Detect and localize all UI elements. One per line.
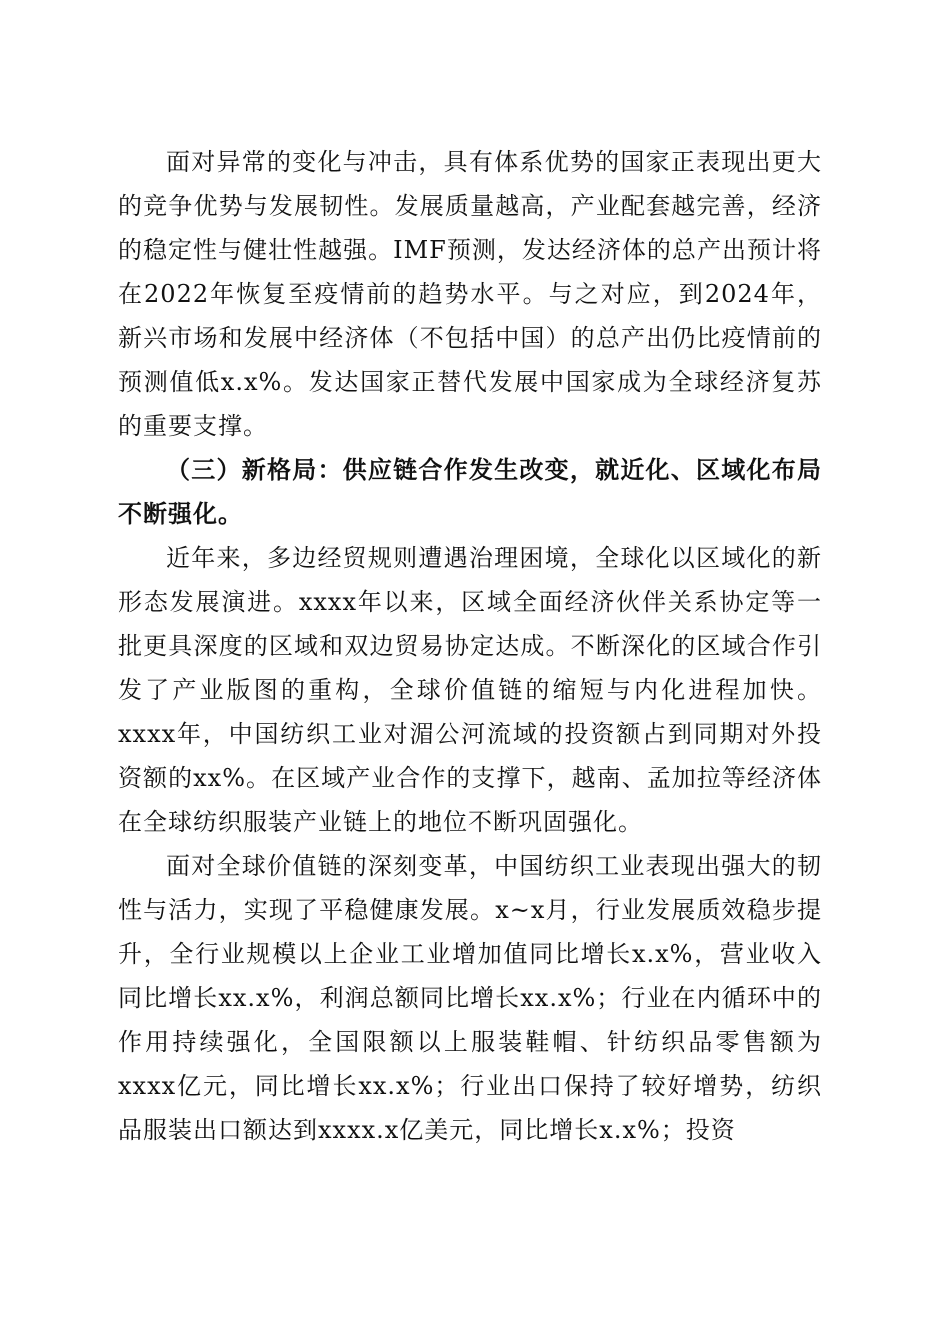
paragraph-china-textile-industry: 面对全球价值链的深刻变革，中国纺织工业表现出强大的韧性与活力，实现了平稳健康发展。x~x月，行业发展质效稳步提升，全行业规模以上企业工业增加值同比增长x.x%，营业收入同比增长xx.x%，利润总额同比增长xx.x%；行业在内循环中的作用持续强化，全国限额以上服装鞋帽、针纺织品零售额为xxxx亿元，同比增长xx.x%；行业出口保持了较好增势，纺织品服装出口额达到xxxx.x亿美元，同比增长x.x%；投资 (118, 852, 822, 1144)
paragraph-advanced-economies: 面对异常的变化与冲击，具有体系优势的国家正表现出更大的竞争优势与发展韧性。发展质量越高，产业配套越完善，经济的稳定性与健壮性越强。IMF预测，发达经济体的总产出预计将在2022年恢复至疫情前的趋势水平。与之对应，到2024年，新兴市场和发展中经济体（不包括中国）的总产出仍比疫情前的预测值低x.x%。发达国家正替代发展中国家成为全球经济复苏的重要支撑。 (118, 148, 822, 440)
section-heading-new-pattern: （三）新格局：供应链合作发生改变，就近化、区域化布局不断强化。 (118, 455, 822, 528)
document-body (118, 140, 822, 1152)
paragraph-regionalization: 近年来，多边经贸规则遭遇治理困境，全球化以区域化的新形态发展演进。xxxx年以来，区域全面经济伙伴关系协定等一批更具深度的区域和双边贸易协定达成。不断深化的区域合作引发了产业版图的重构，全球价值链的缩短与内化进程加快。xxxx年，中国纺织工业对湄公河流域的投资额占到同期对外投资额的xx%。在区域产业合作的支撑下，越南、孟加拉等经济体在全球纺织服装产业链上的地位不断巩固强化。 (118, 544, 822, 836)
